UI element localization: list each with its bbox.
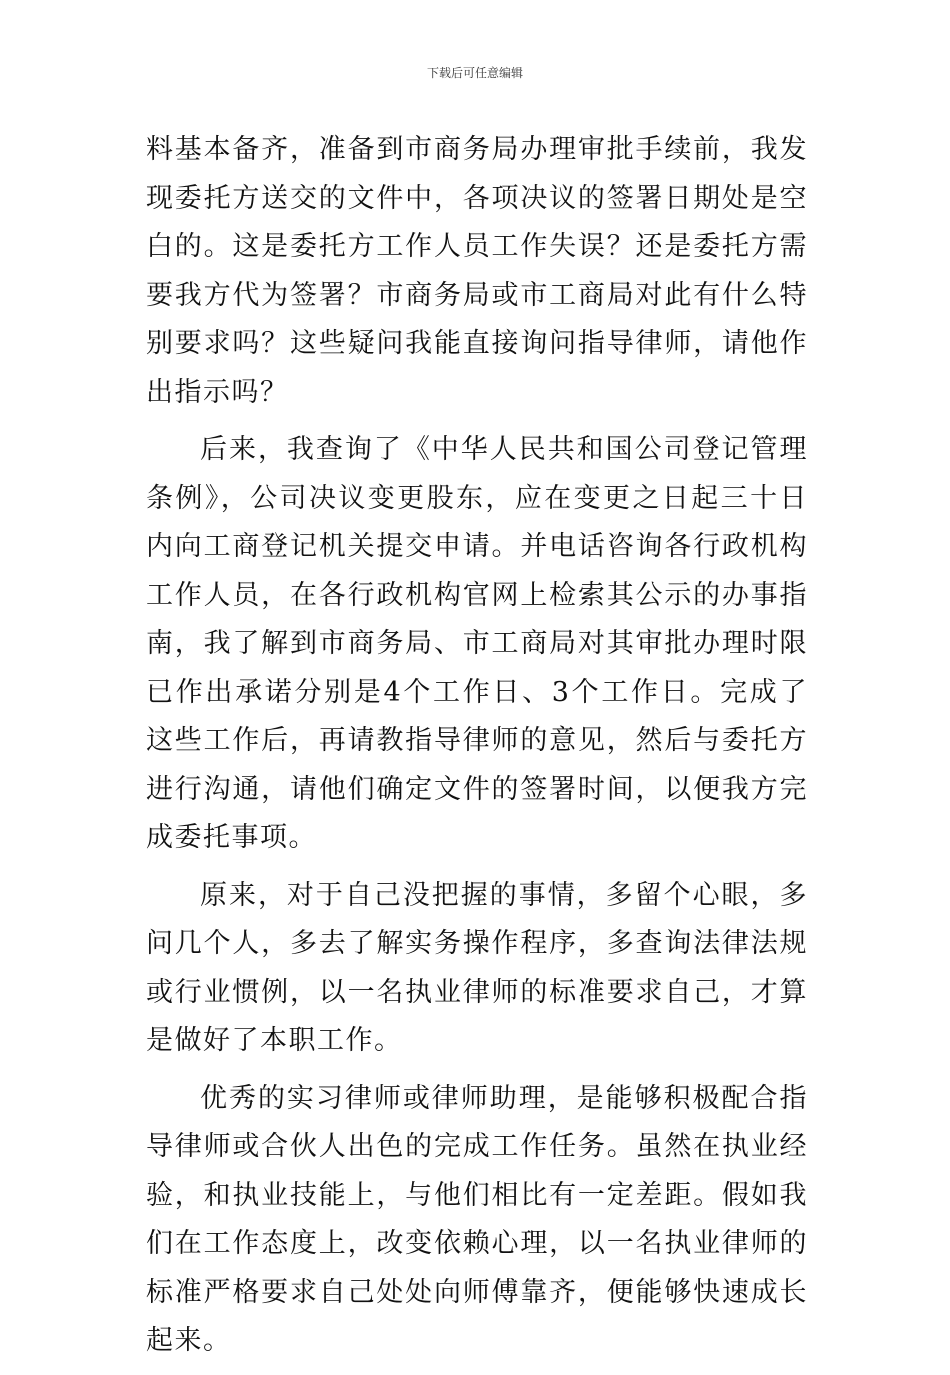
document-body [146, 126, 808, 1375]
paragraph-1: 料基本备齐，准备到市商务局办理审批手续前，我发现委托方送交的文件中，各项决议的签署日期处是空白的。这是委托方工作人员工作失误？还是委托方需要我方代为签署？市商务局或市工商局对此有什么特别要求吗？这些疑问我能直接询问指导律师，请他作出指示吗？ [146, 134, 808, 408]
paragraph-2: 后来，我查询了《中华人民共和国公司登记管理条例》，公司决议变更股东，应在变更之日起三十日内向工商登记机关提交申请。并电话咨询各行政机构工作人员，在各行政机构官网上检索其公示的办事指南，我了解到市商务局、市工商局对其审批办理时限已作出承诺分别是4个工作日、3个工作日。完成了这些工作后，再请教指导律师的意见，然后与委托方进行沟通，请他们确定文件的签署时间，以便我方完成委托事项。 [146, 434, 808, 853]
paragraph-3: 原来，对于自己没把握的事情，多留个心眼，多问几个人，多去了解实务操作程序，多查询法律法规或行业惯例，以一名执业律师的标准要求自己，才算是做好了本职工作。 [146, 879, 808, 1056]
page-header: 下载后可任意编辑 [426, 66, 523, 80]
paragraph-4: 优秀的实习律师或律师助理，是能够积极配合指导律师或合伙人出色的完成工作任务。虽然在执业经验，和执业技能上，与他们相比有一定差距。假如我们在工作态度上，改变依赖心理，以一名执业律师的标准严格要求自己处处向师傅靠齐，便能够快速成长起来。 [146, 1082, 808, 1356]
